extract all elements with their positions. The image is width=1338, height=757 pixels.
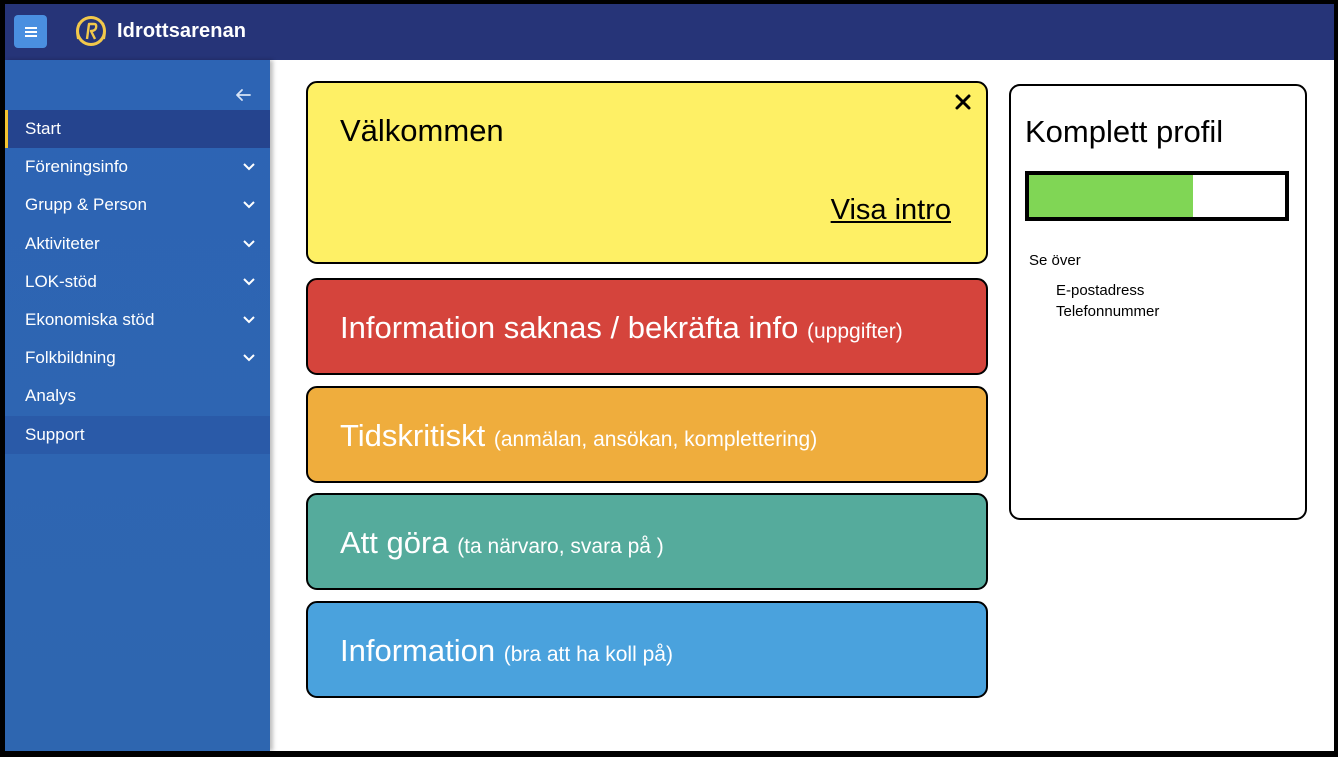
chevron-down-icon — [242, 238, 256, 250]
sidebar-item-label: Support — [25, 424, 85, 444]
chevron-down-icon — [242, 276, 256, 288]
sidebar-item-folkbildning[interactable] — [5, 339, 270, 377]
card-title-main: Information — [340, 633, 496, 668]
sidebar-item-label: Analys — [25, 386, 77, 406]
app-frame — [5, 4, 1334, 751]
sidebar — [5, 60, 270, 751]
chevron-down-icon — [242, 199, 256, 211]
card-title-main: Att göra — [340, 525, 449, 560]
sidebar-item-label: Grupp & Person — [25, 195, 147, 215]
card-title-main: Tidskritiskt — [340, 418, 486, 453]
sidebar-item-label: LOK-stöd — [25, 271, 97, 291]
brand-name: Idrottsarenan — [117, 20, 247, 42]
card-title-main: Information saknas / bekräfta info — [340, 310, 799, 345]
sidebar-item-label: Folkbildning — [25, 348, 116, 368]
information-card[interactable] — [306, 601, 988, 698]
todo-card[interactable] — [306, 493, 988, 590]
review-item-phone[interactable]: Telefonnummer — [1056, 303, 1160, 320]
welcome-title: Välkommen — [340, 113, 504, 148]
card-subtitle: (uppgifter) — [806, 320, 903, 343]
profile-title: Komplett profil — [1025, 114, 1224, 149]
profile-progress-fill — [1029, 175, 1193, 217]
sidebar-item-foreningsinfo[interactable] — [5, 148, 270, 186]
card-subtitle: (anmälan, ansökan, komplettering) — [493, 428, 818, 451]
card-title — [340, 633, 673, 669]
time-critical-card[interactable] — [306, 386, 988, 483]
card-subtitle: (bra att ha koll på) — [503, 643, 673, 666]
missing-info-card[interactable] — [306, 278, 988, 375]
sidebar-item-lok-stod[interactable] — [5, 263, 270, 301]
sidebar-item-grupp-person[interactable] — [5, 186, 270, 224]
profile-panel — [1009, 84, 1307, 520]
sidebar-item-label: Ekonomiska stöd — [25, 310, 155, 330]
chevron-down-icon — [242, 314, 256, 326]
card-title — [340, 310, 903, 346]
chevron-down-icon — [242, 161, 256, 173]
card-subtitle: (ta närvaro, svara på ) — [457, 535, 664, 558]
sidebar-item-start[interactable] — [5, 110, 270, 148]
logo-icon — [73, 13, 109, 49]
sidebar-nav — [5, 110, 270, 454]
profile-progress-bar — [1025, 171, 1289, 221]
review-label: Se över — [1029, 252, 1081, 269]
review-list — [1056, 280, 1159, 322]
sidebar-item-analys[interactable] — [5, 377, 270, 415]
collapse-sidebar-arrow-icon[interactable] — [233, 85, 253, 105]
sidebar-item-support[interactable] — [5, 416, 270, 454]
menu-button[interactable] — [14, 15, 47, 48]
sidebar-item-label: Föreningsinfo — [25, 157, 129, 177]
sidebar-item-aktiviteter[interactable] — [5, 225, 270, 263]
sidebar-item-ekonomiska-stod[interactable] — [5, 301, 270, 339]
sidebar-item-label: Start — [25, 119, 61, 139]
show-intro-link[interactable]: Visa intro — [830, 194, 951, 226]
card-title — [340, 525, 664, 561]
welcome-card — [306, 81, 988, 264]
chevron-down-icon — [242, 352, 256, 364]
sidebar-item-label: Aktiviteter — [25, 233, 100, 253]
card-title — [340, 418, 817, 454]
review-item-email[interactable]: E-postadress — [1056, 282, 1145, 299]
top-bar — [5, 4, 1334, 60]
hamburger-icon — [25, 27, 37, 36]
close-icon[interactable] — [954, 93, 972, 111]
